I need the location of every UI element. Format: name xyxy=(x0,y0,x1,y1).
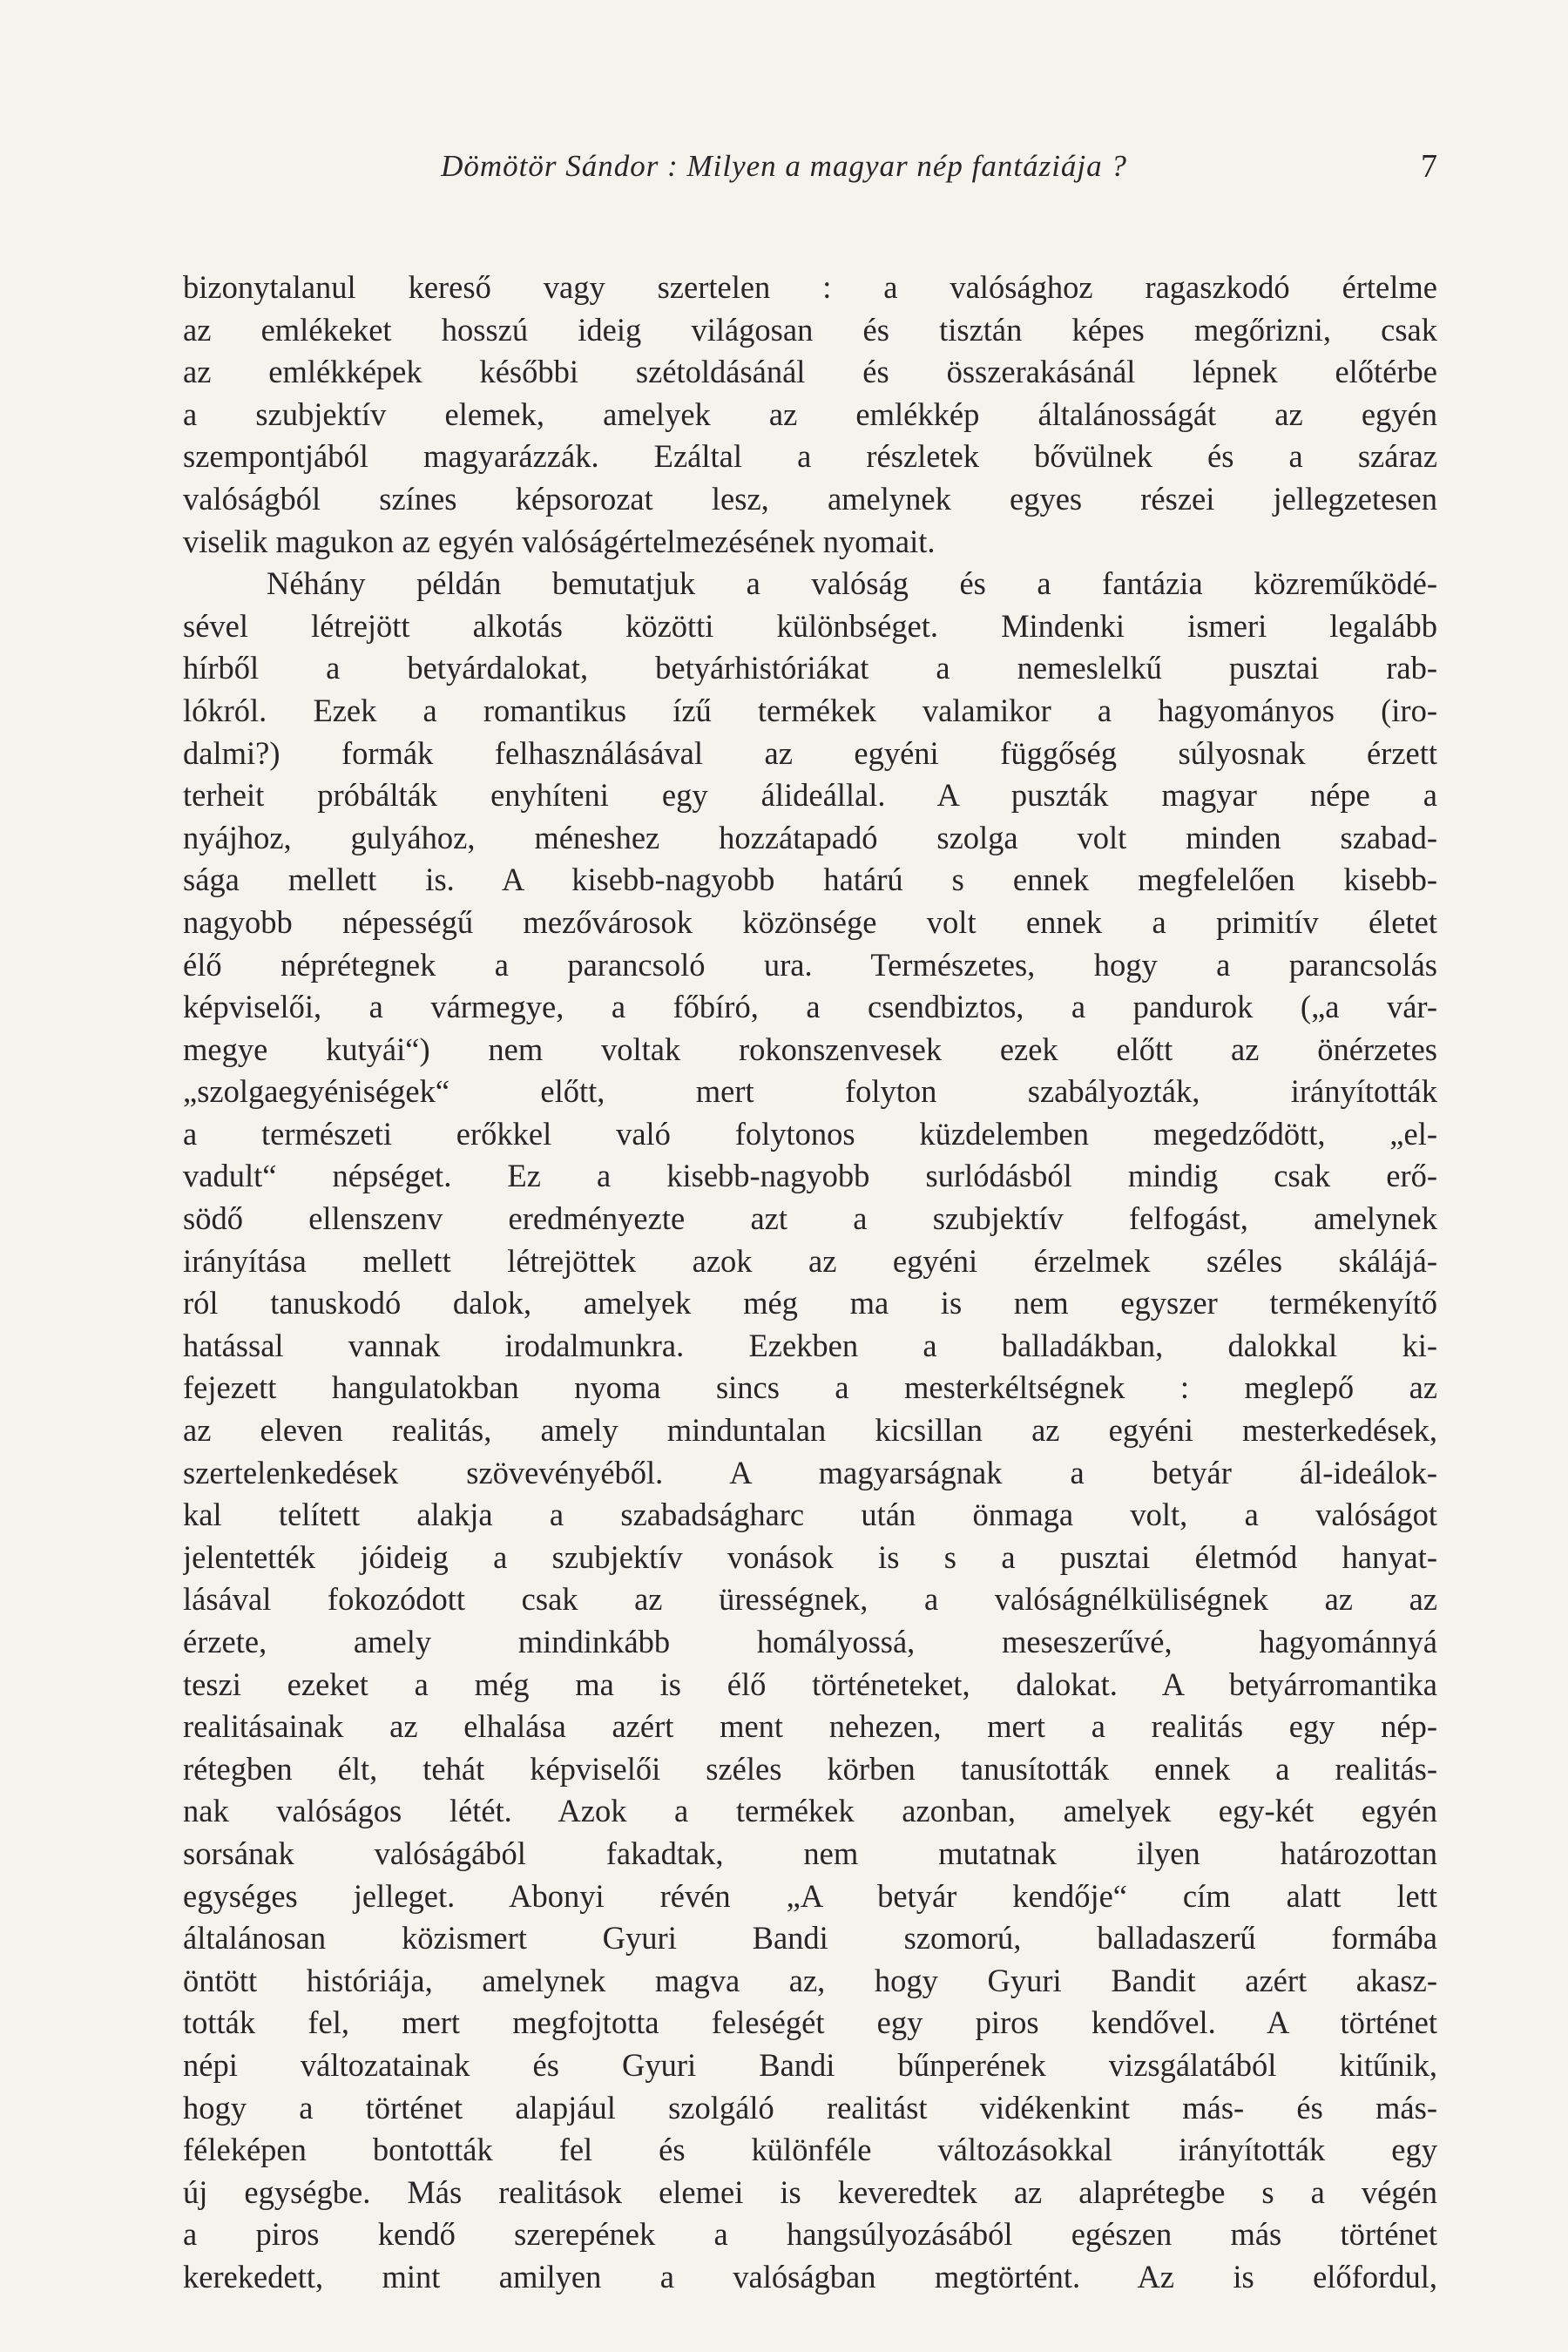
text-line: hírből a betyárdalokat, betyárhistóriákat a nemeslelkű pusztai rab- xyxy=(183,650,1437,686)
text-line: ról tanuskodó dalok, amelyek még ma is nem egyszer termékenyítő xyxy=(183,1285,1437,1321)
text-line: féleképen bontották fel és különféle változásokkal irányították egy xyxy=(183,2132,1437,2168)
text-line: nagyobb népességű mezővárosok közönsége volt ennek a primitív életet xyxy=(183,903,1437,940)
running-title: Dömötör Sándor : Milyen a magyar nép fantáziája ? xyxy=(441,149,1127,183)
text-line: Néhány példán bemutatjuk a valóság és a fantázia közreműködé- xyxy=(267,565,1437,602)
text-line: élő néprétegnek a parancsoló ura. Természetes, hogy a parancsolás xyxy=(183,946,1437,983)
text-line: „szolgaegyéniségek“ előtt, mert folyton szabályozták, irányították xyxy=(183,1073,1437,1110)
text-line: új egységbe. Más realitások elemei is keveredtek az alaprétegbe s a végén xyxy=(183,2173,1437,2210)
text-line: a szubjektív elemek, amelyek az emlékkép általánosságát az egyén xyxy=(183,395,1437,432)
text-line: a piros kendő szerepének a hangsúlyozásából egészen más történet xyxy=(183,2216,1437,2253)
text-line: dalmi?) formák felhasználásával az egyéni függőség súlyosnak érzett xyxy=(183,734,1437,771)
text-line: lásával fokozódott csak az ürességnek, a valóságnélküliségnek az az xyxy=(183,1581,1437,1618)
text-line: általánosan közismert Gyuri Bandi szomorú, balladaszerű formába xyxy=(183,1920,1437,1957)
text-line: viselik magukon az egyén valóságértelmezésének nyomait. xyxy=(183,523,936,559)
text-line: realitásainak az elhalása azért ment nehezen, mert a realitás egy nép- xyxy=(183,1708,1437,1745)
text-line: megye kutyái“) nem voltak rokonszenvesek ezek előtt az önérzetes xyxy=(183,1031,1437,1067)
text-line: kerekedett, mint amilyen a valóságban megtörtént. Az is előfordul, xyxy=(183,2258,1437,2295)
text-line: sével létrejött alkotás közötti különbséget. Mindenki ismeri legalább xyxy=(183,607,1437,644)
text-line: sága mellett is. A kisebb-nagyobb határú s ennek megfelelően kisebb- xyxy=(183,862,1437,898)
text-line: nyájhoz, gulyához, méneshez hozzátapadó szolga volt minden szabad- xyxy=(183,819,1437,855)
text-line: nak valóságos létét. Azok a termékek azonban, amelyek egy-két egyén xyxy=(183,1793,1437,1829)
text-line: hogy a történet alapjául szolgáló realitást vidékenkint más- és más- xyxy=(183,2089,1437,2126)
text-line: rétegben élt, tehát képviselői széles körben tanusították ennek a realitás- xyxy=(183,1750,1437,1787)
text-line: szertelenkedések szövevényéből. A magyarságnak a betyár ál-ideálok- xyxy=(183,1454,1437,1490)
text-line: bizonytalanul kereső vagy szertelen : a valósághoz ragaszkodó értelme xyxy=(183,269,1437,305)
text-line: sorsának valóságából fakadtak, nem mutatnak ilyen határozottan xyxy=(183,1835,1437,1871)
body-text xyxy=(183,267,1437,2299)
text-line: az emlékeket hosszú ideig világosan és tisztán képes megőrizni, csak xyxy=(183,311,1437,348)
text-line: hatással vannak irodalmunkra. Ezekben a balladákban, dalokkal ki- xyxy=(183,1327,1437,1363)
text-line: szempontjából magyarázzák. Ezáltal a részletek bővülnek és a száraz xyxy=(183,438,1437,475)
text-line: jelentették jóideig a szubjektív vonások is s a pusztai életmód hanyat- xyxy=(183,1538,1437,1575)
text-line: kal telített alakja a szabadságharc után önmaga volt, a valóságot xyxy=(183,1497,1437,1533)
text-line: lókról. Ezek a romantikus ízű termékek valamikor a hagyományos (iro- xyxy=(183,692,1437,728)
text-line: a természeti erőkkel való folytonos küzdelemben megedződött, „el- xyxy=(183,1115,1437,1152)
page-number: 7 xyxy=(1421,148,1437,185)
text-line: érzete, amely mindinkább homályossá, meseszerűvé, hagyománnyá xyxy=(183,1624,1437,1659)
text-line: öntött históriája, amelynek magva az, hogy Gyuri Bandit azért akasz- xyxy=(183,1962,1437,1998)
text-line: valóságból színes képsorozat lesz, amelynek egyes részei jellegzetesen xyxy=(183,480,1437,517)
text-line: teszi ezeket a még ma is élő történeteket, dalokat. A betyárromantika xyxy=(183,1666,1437,1702)
text-line: tották fel, mert megfojtotta feleségét egy piros kendővel. A történet xyxy=(183,2004,1437,2041)
text-line: terheit próbálták enyhíteni egy álideállal. A puszták magyar népe a xyxy=(183,777,1437,814)
text-line: södő ellenszenv eredményezte azt a szubjektív felfogást, amelynek xyxy=(183,1200,1437,1237)
text-line: népi változatainak és Gyuri Bandi bűnperének vizsgálatából kitűnik, xyxy=(183,2046,1437,2083)
text-line: az eleven realitás, amely minduntalan kicsillan az egyéni mesterkedések, xyxy=(183,1412,1437,1449)
text-line: az emlékképek későbbi szétoldásánál és összerakásánál lépnek előtérbe xyxy=(183,354,1437,390)
text-line: fejezett hangulatokban nyoma sincs a mesterkéltségnek : meglepő az xyxy=(183,1369,1437,1406)
text-line: képviselői, a vármegye, a főbíró, a csendbiztos, a pandurok („a vár- xyxy=(183,989,1437,1025)
text-line: vadult“ népséget. Ez a kisebb-nagyobb surlódásból mindig csak erő- xyxy=(183,1158,1437,1194)
text-line: egységes jelleget. Abonyi révén „A betyár kendője“ cím alatt lett xyxy=(183,1877,1437,1914)
text-line: irányítása mellett létrejöttek azok az egyéni érzelmek széles skálájá- xyxy=(183,1242,1437,1279)
running-head xyxy=(183,146,1437,186)
